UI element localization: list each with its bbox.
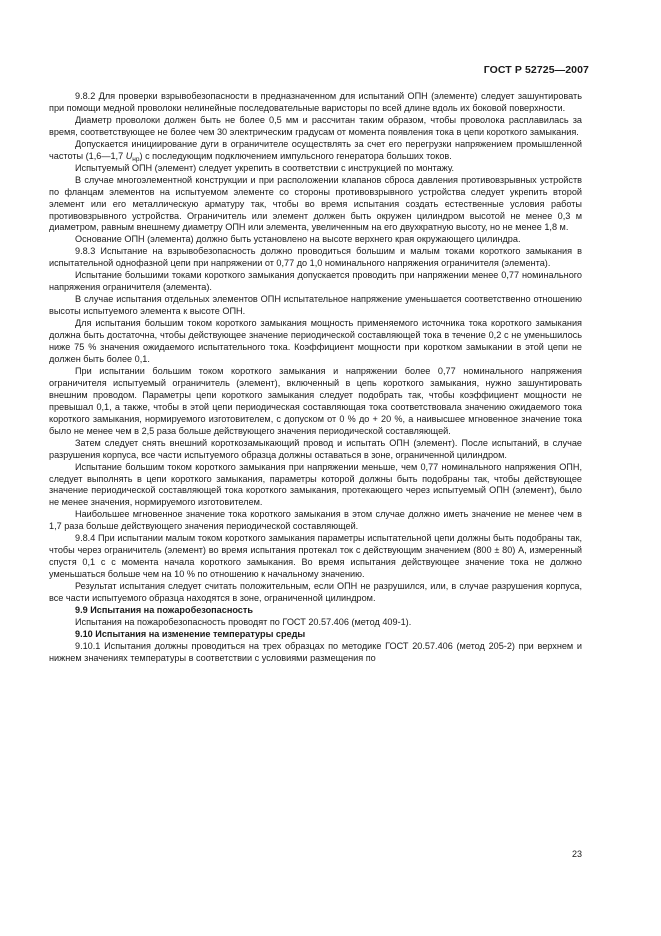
- paragraph: Результат испытания следует считать положительным, если ОПН не разрушился, или, в случае разрушения корпуса, все части испытуемого образца находятся в зоне, ограниченной цилиндром.: [49, 581, 582, 604]
- paragraph: Наибольшее мгновенное значение тока короткого замыкания в этом случае должно иметь значение не менее чем в 1,7 раза больше действующего значения периодической составляющей.: [49, 509, 582, 532]
- paragraph: В случае многоэлементной конструкции и при расположении клапанов сброса давления противовзрывных устройств по фланцам элементов на испытуемом элементе со стороны противовзрывного устройства следует укрепить второй элемент или его металлическую арматуру так, чтобы во время испытания создать естественные условия работы противовзрывного устройства. Ограничитель или элемент должен быть окружен цилиндром высотой не менее 0,3 м диаметром, равным внешнему диаметру ОПН или элемента, увеличенным на его двухкратную высоту, но не менее 1,8 м.: [49, 174, 582, 233]
- paragraph: Для испытания большим током короткого замыкания мощность применяемого источника тока короткого замыкания должна быть достаточна, чтобы действующее значение периодической составляющей тока в течение 0,2 с не уменьшилось ниже 75 % значения ожидаемого испытательного тока. Коэффициент мощности при коротком замыкании в этой цепи не должен быть более 0,1.: [49, 318, 582, 364]
- paragraph: Испытание большим током короткого замыкания при напряжении меньше, чем 0,77 номинального напряжения ОПН, следует выполнять в цепи короткого замыкания, параметры которой должны быть подобраны так, чтобы действующее значение периодической составляющей тока короткого замыкания, протекающего через испытуемый ОПН (элемент), было не менее значения, нормируемого изготовителем.: [49, 461, 582, 508]
- paragraph: При испытании большим током короткого замыкания и напряжении более 0,77 номинального напряжения ограничителя испытуемый ограничитель (элемент), включенный в цепь короткого замыкания, нужно зашунтировать внешним проводом. Параметры цепи короткого замыкания следует подобрать так, чтобы коэффициент мощности не превышал 0,1, а также, чтобы в этой цепи периодическая составляющая тока соответствовала значению ожидаемого тока короткого замыкания, нормируемого изготовителем, с допуском от 0 % до + 20 %, а наивысшее мгновенное значение тока было не менее чем в 2,5 раза больше действующего значения периодической составляющей.: [49, 365, 582, 436]
- paragraph-text: Допускается инициирование дуги в ограничителе осуществлять за счет его перегрузки напряжением промышленной частоты (1,6—1,7: [49, 138, 582, 161]
- paragraph: [49, 139, 582, 163]
- section-heading: 9.10 Испытания на изменение температуры среды: [75, 628, 306, 639]
- paragraph-text: ) с последующим подключением импульсного генератора больших токов.: [139, 150, 452, 161]
- variable-symbol: U: [125, 150, 133, 161]
- document-header: ГОСТ Р 52725—2007: [483, 64, 589, 76]
- variable-subscript: нр: [132, 155, 140, 163]
- paragraph: 9.8.3 Испытание на взрывобезопасность должно проводиться большим и малым токами короткого замыкания в испытательной однофазной цепи при напряжении от 0,77 до 1,0 номинального напряжения ограничителя (элемента).: [49, 246, 582, 269]
- paragraph: Испытуемый ОПН (элемент) следует укрепить в соответствии с инструкцией по монтажу.: [75, 162, 455, 173]
- paragraph: Затем следует снять внешний короткозамыкающий провод и испытать ОПН (элемент). После испытаний, в случае разрушения корпуса, все части испытуемого образца должны оставаться в зоне, ограниченной цилиндром.: [49, 437, 582, 460]
- document-body: [49, 91, 582, 665]
- paragraph: Испытания на пожаробезопасность проводят по ГОСТ 20.57.406 (метод 409-1).: [75, 616, 412, 627]
- paragraph: Диаметр проволоки должен быть не более 0,5 мм и рассчитан таким образом, чтобы проволока расплавилась за время, соответствующее не более чем 30 электрическим градусам от момента появления тока в цепи короткого замыкания.: [49, 114, 582, 137]
- paragraph: Основание ОПН (элемента) должно быть установлено на высоте верхнего края окружающего цилиндра.: [75, 234, 521, 245]
- paragraph: Испытание большими токами короткого замыкания допускается проводить при напряжении менее 0,77 номинального напряжения ограничителя (элемента).: [49, 270, 582, 293]
- paragraph: В случае испытания отдельных элементов ОПН испытательное напряжение уменьшается соответственно отношению высоты испытуемого элемента к высоте ОПН.: [49, 294, 582, 317]
- paragraph: 9.8.4 При испытании малым током короткого замыкания параметры испытательной цепи должны быть подобраны так, чтобы через ограничитель (элемент) во время испытания протекал ток с действующим значением (800 ± 80) А, измеренный спустя 0,1 с с момента начала короткого замыкания. Во время испытания действующее значение тока не должно уменьшаться больше чем на 10 % по отношению к начальному значению.: [49, 533, 582, 580]
- paragraph: 9.10.1 Испытания должны проводиться на трех образцах по методике ГОСТ 20.57.406 (метод 205-2) при верхнем и нижнем значениях температуры в соответствии с условиями размещения по: [49, 640, 582, 663]
- section-heading: 9.9 Испытания на пожаробезопасность: [75, 604, 253, 615]
- paragraph: 9.8.2 Для проверки взрывобезопасности в предназначенном для испытаний ОПН (элементе) следует зашунтировать при помощи медной проволоки нелинейные последовательные варисторы по всей длине вдоль их боковой поверхности.: [49, 91, 582, 113]
- page-number: 23: [571, 849, 582, 859]
